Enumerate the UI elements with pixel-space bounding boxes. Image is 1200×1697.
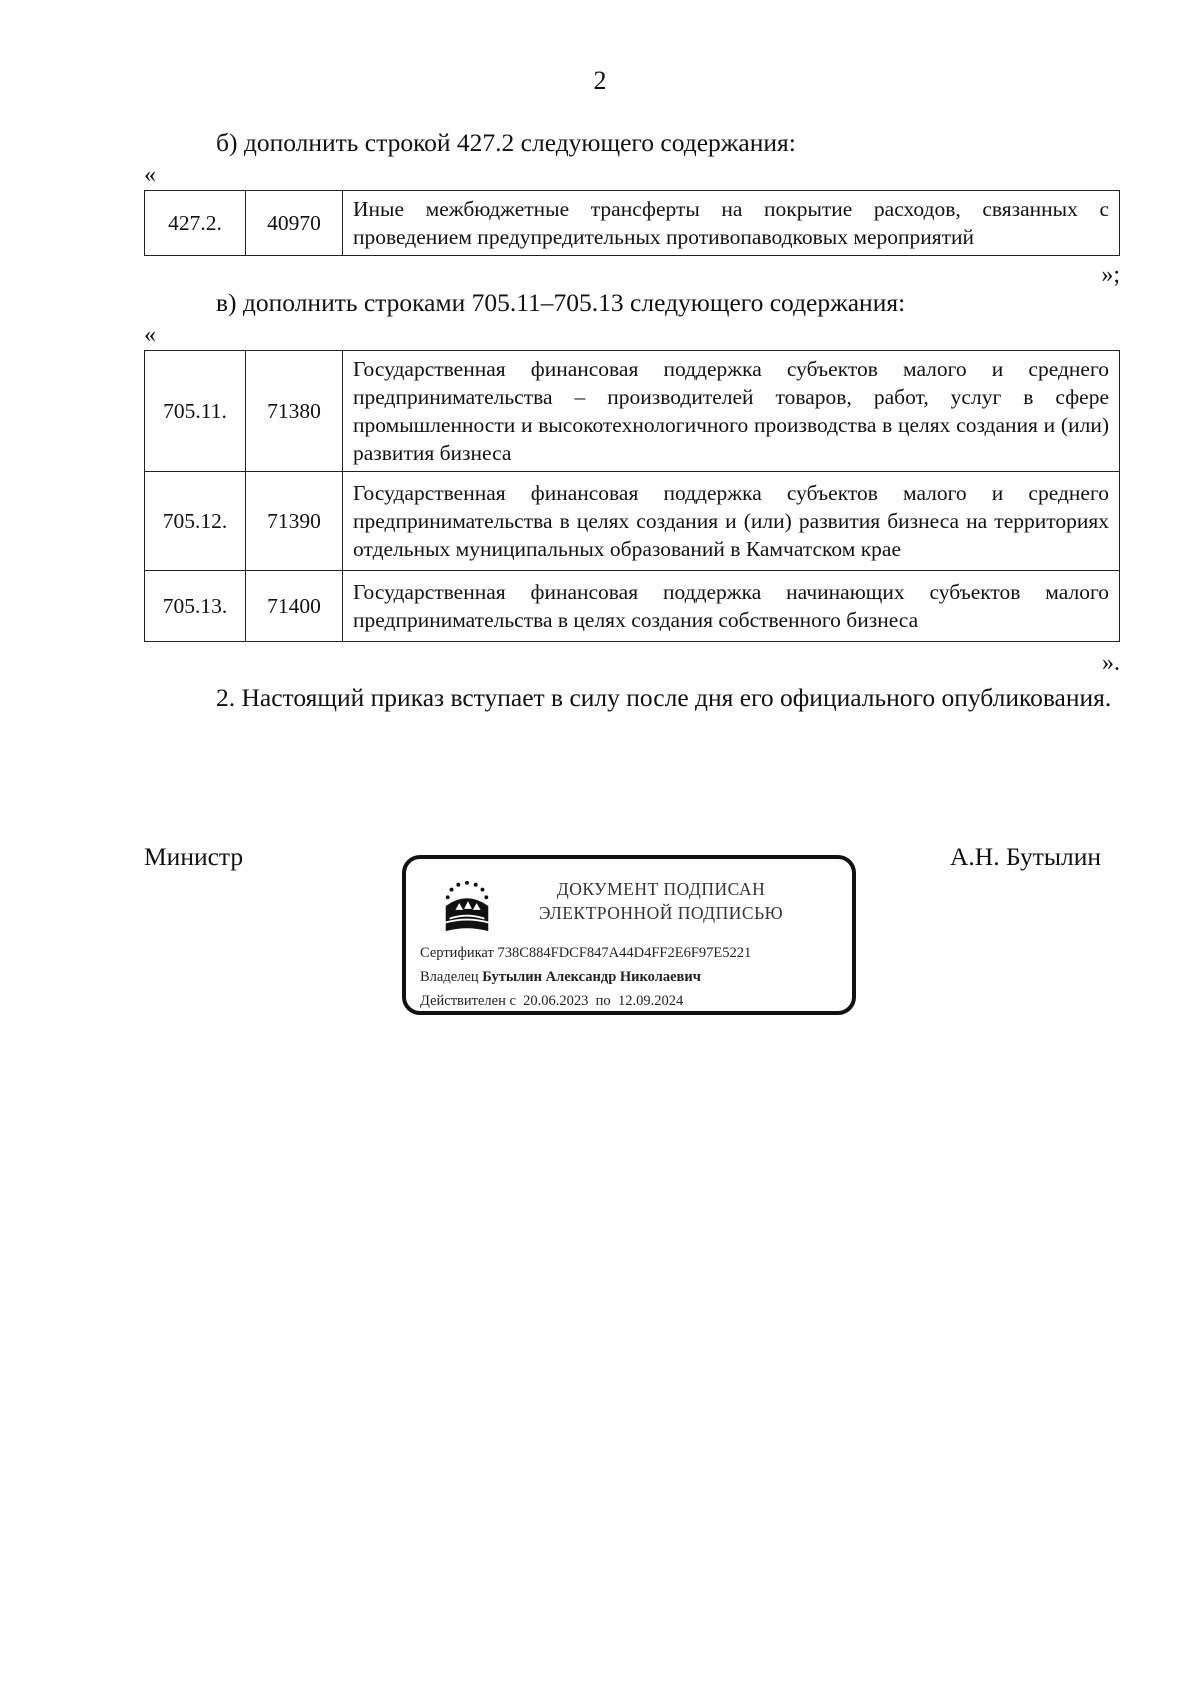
valid-to: 12.09.2024 [617,993,684,1009]
row-code: 40970 [246,191,343,256]
section-b-table [144,190,1120,256]
valid-label: Действителен с [420,993,516,1009]
row-code: 71400 [246,571,343,642]
stamp-title [526,877,796,925]
stamp-certificate [420,945,751,962]
stamp-title-line-2: ЭЛЕКТРОННОЙ ПОДПИСЬЮ [538,903,784,923]
row-text: Иные межбюджетные трансферты на покрытие расходов, связанных с проведением предупредительных противопаводковых мероприятий [343,191,1120,256]
row-number: 705.13. [145,571,246,642]
owner-label: Владелец [420,969,479,985]
section-b-intro: б) дополнить строкой 427.2 следующего содержания: [216,128,796,157]
table-row [145,472,1120,571]
row-text: Государственная финансовая поддержка субъектов малого и среднего предпринимательства в целях создания и (или) развития бизнеса на территориях отдельных муниципальных образований в Камчатском крае [343,472,1120,571]
valid-to-label: по [595,993,611,1009]
signature-name: А.Н. Бутылин [950,842,1102,871]
page-number: 2 [593,66,607,95]
row-text: Государственная финансовая поддержка начинающих субъектов малого предпринимательства в целях создания собственного бизнеса [343,571,1120,642]
section-v-intro: в) дополнить строками 705.11–705.13 следующего содержания: [216,288,906,317]
section-v-close-quote: ». [1102,650,1120,676]
stamp-owner [420,969,701,986]
certificate-label: Сертификат [420,945,494,961]
valid-from: 20.06.2023 [523,993,589,1009]
section-b-open-quote: « [144,162,156,188]
section-v-open-quote: « [144,322,156,348]
row-code: 71380 [246,351,343,472]
regional-emblem-icon [438,877,496,935]
row-number: 705.11. [145,351,246,472]
certificate-value: 738C884FDCF847A44D4FF2E6F97E5221 [497,945,752,961]
paragraph-2: 2. Настоящий приказ вступает в силу после дня его официального опубликования. [216,683,1112,712]
row-number: 705.12. [145,472,246,571]
section-b-close-quote: »; [1101,262,1120,288]
signature-title: Министр [144,842,244,871]
section-v-table [144,350,1120,642]
table-row [145,571,1120,642]
stamp-title-line-1: ДОКУМЕНТ ПОДПИСАН [556,879,766,899]
row-text: Государственная финансовая поддержка субъектов малого и среднего предпринимательства – производителей товаров, работ, услуг в сфере промышленности и высокотехнологичного производства в целях создания и (или) развития бизнеса [343,351,1120,472]
table-row [145,351,1120,472]
table-row [145,191,1120,256]
owner-value: Бутылин Александр Николаевич [482,969,701,985]
stamp-validity [420,993,683,1010]
row-code: 71390 [246,472,343,571]
electronic-signature-stamp [402,855,856,1015]
row-number: 427.2. [145,191,246,256]
